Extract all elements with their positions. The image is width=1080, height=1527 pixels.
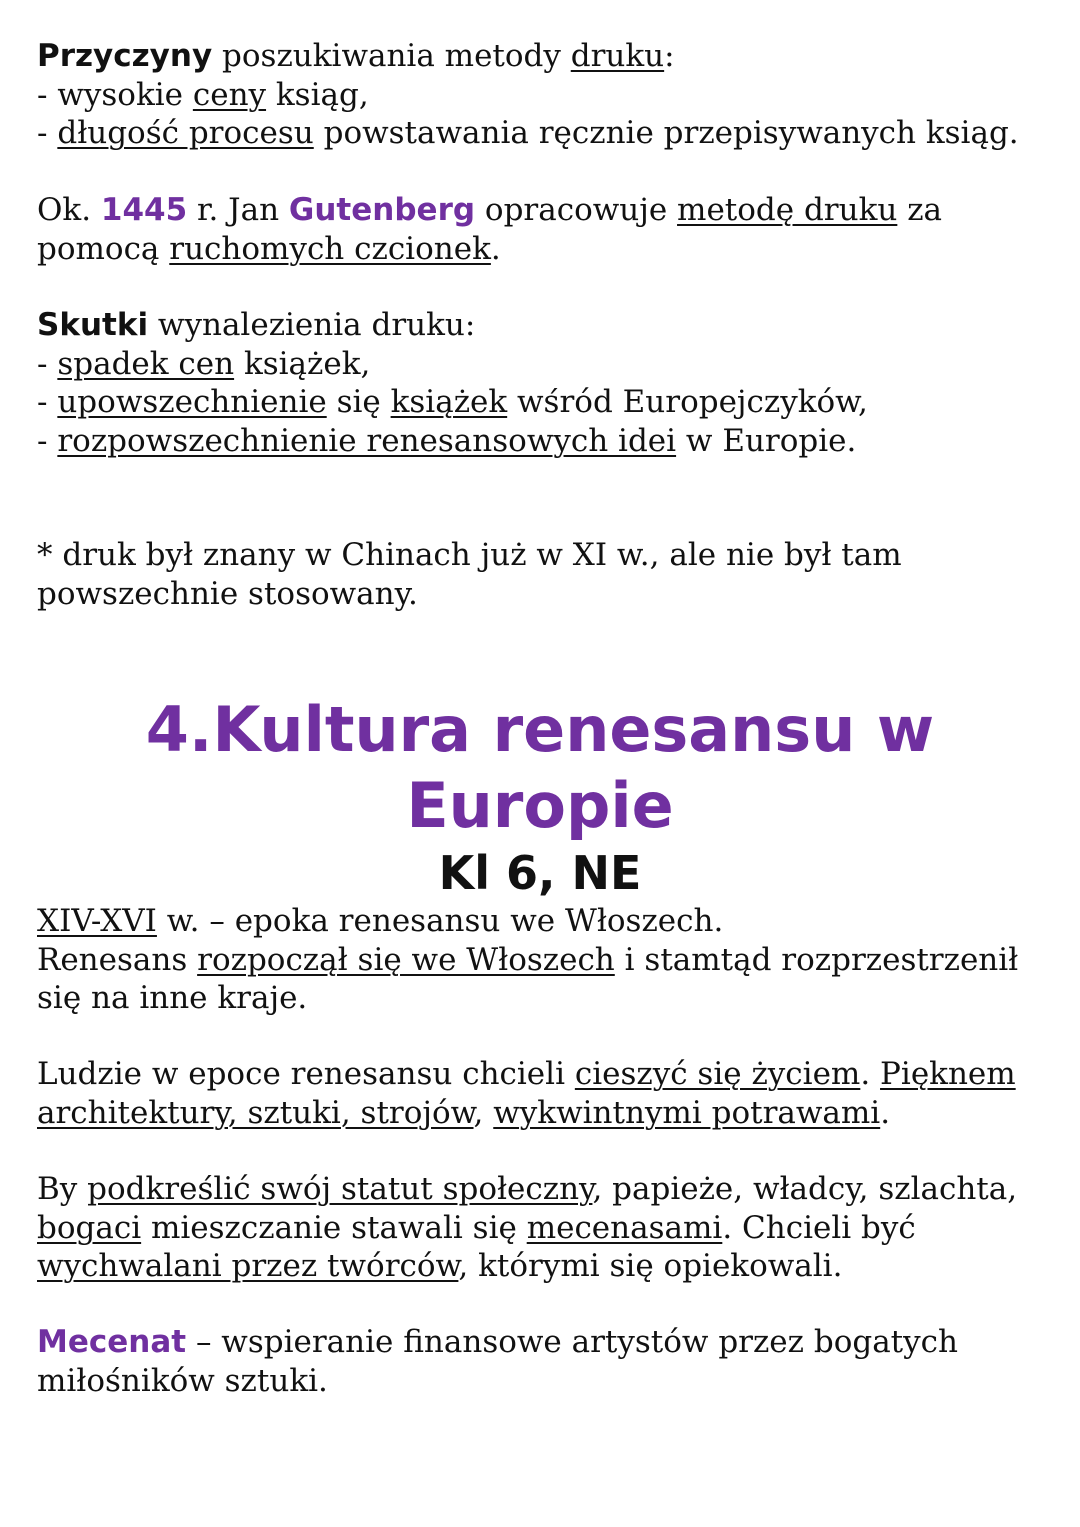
effects-title: Skutki bbox=[37, 307, 149, 343]
patrons-line-1: By podkreślić swój statut społeczny, papieże, władcy, szlachta, bbox=[37, 1171, 1018, 1207]
epoch-section bbox=[37, 902, 1057, 1018]
chapter-title-line-2: Europie bbox=[406, 769, 674, 842]
effects-item-1: - spadek cen książek, bbox=[37, 345, 371, 382]
gutenberg-year: 1445 bbox=[100, 192, 188, 228]
causes-heading-line: Przyczyny poszukiwania metody druku: bbox=[37, 38, 675, 74]
footnote-line-2: powszechnie stosowany. bbox=[37, 575, 418, 612]
patrons-line-2: bogaci mieszczanie stawali się mecenasami. Chcieli być bbox=[37, 1209, 916, 1246]
joy-section bbox=[37, 1055, 1057, 1132]
joy-line-2: architektury, sztuki, strojów, wykwintnymi potrawami. bbox=[37, 1094, 891, 1131]
effects-item-2: - upowszechnienie się książek wśród Europejczyków, bbox=[37, 384, 868, 420]
effects-item-3: - rozpowszechnienie renesansowych idei w Europie. bbox=[37, 422, 857, 459]
definition-section bbox=[37, 1323, 1057, 1400]
footnote-line-1: * druk był znany w Chinach już w XI w., ale nie był tam bbox=[37, 537, 902, 573]
gutenberg-section bbox=[37, 191, 1057, 268]
causes-item-2: - długość procesu powstawania ręcznie przepisywanych ksiąg. bbox=[37, 115, 1019, 151]
chapter-title-line-1: 4.Kultura renesansu w bbox=[145, 693, 935, 766]
chapter-subtitle: Kl 6, NE bbox=[438, 846, 642, 900]
patrons-section bbox=[37, 1170, 1057, 1286]
joy-line-1: Ludzie w epoce renesansu chcieli cieszyć się życiem. Pięknem bbox=[37, 1056, 1016, 1092]
gutenberg-line-2: pomocą ruchomych czcionek. bbox=[37, 230, 501, 267]
epoch-line-1: XIV-XVI w. – epoka renesansu we Włoszech. bbox=[37, 903, 724, 939]
gutenberg-line-1: Ok. 1445 r. Jan Gutenberg opracowuje metodę druku za bbox=[37, 192, 943, 228]
effects-section bbox=[37, 306, 1057, 460]
causes-title: Przyczyny bbox=[37, 38, 213, 74]
definition-line-2: miłośników sztuki. bbox=[37, 1362, 328, 1399]
epoch-line-3: się na inne kraje. bbox=[37, 980, 308, 1016]
causes-section bbox=[37, 37, 1057, 153]
definition-line-1: Mecenat – wspieranie finansowe artystów przez bogatych bbox=[37, 1324, 958, 1360]
effects-heading-line: Skutki wynalezienia druku: bbox=[37, 307, 476, 343]
causes-item-1: - wysokie ceny ksiąg, bbox=[37, 76, 369, 113]
patrons-line-3: wychwalani przez twórców, którymi się opiekowali. bbox=[37, 1248, 843, 1284]
epoch-line-2: Renesans rozpoczął się we Włoszech i stamtąd rozprzestrzenił bbox=[37, 941, 1019, 978]
gutenberg-name: Gutenberg bbox=[288, 192, 476, 228]
definition-term: Mecenat bbox=[37, 1324, 187, 1360]
footnote bbox=[37, 536, 1057, 613]
